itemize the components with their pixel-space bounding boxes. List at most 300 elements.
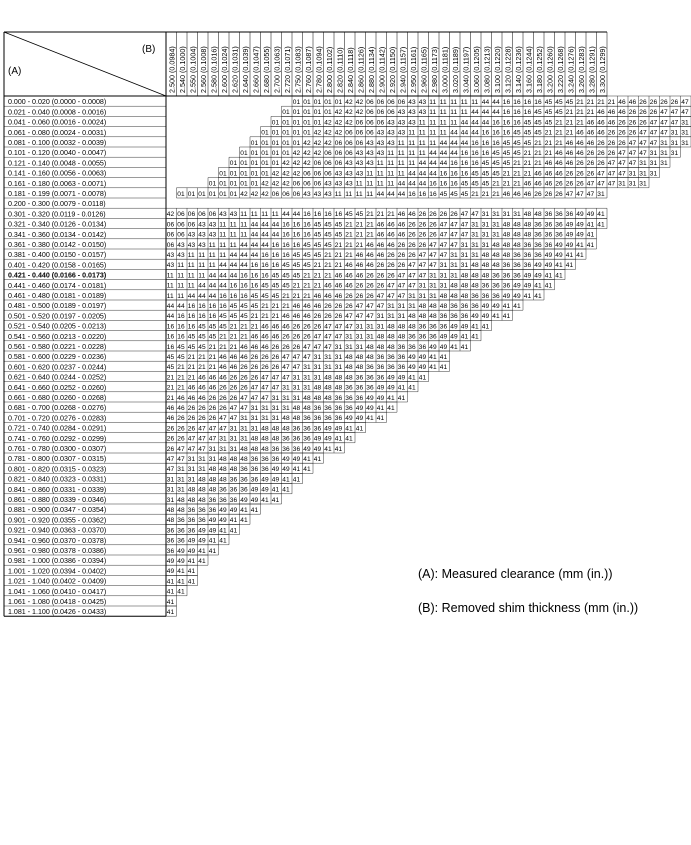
- shim-cell: 46: [502, 190, 511, 198]
- shim-cell: 44: [198, 292, 206, 300]
- shim-cell: 48: [481, 262, 490, 270]
- shim-cell: 26: [187, 425, 196, 433]
- shim-cell: 46: [555, 150, 563, 157]
- shim-cell: 11: [187, 252, 195, 259]
- shim-cell: 45: [523, 119, 532, 127]
- shim-cell: 36: [198, 507, 206, 514]
- shim-cell: 31: [271, 415, 280, 423]
- shim-cell: 47: [271, 384, 280, 392]
- shim-cell: 36: [460, 313, 469, 321]
- shim-cell: 26: [670, 99, 679, 106]
- column-header: 2.960 (0.1165): [419, 46, 429, 93]
- shim-cell: 21: [187, 374, 196, 382]
- shim-cell: 47: [607, 160, 616, 168]
- shim-cell: 26: [429, 211, 437, 219]
- shim-cell: 31: [187, 476, 196, 484]
- legend-measured-clearance: (A): Measured clearance (mm (in.)): [418, 567, 613, 581]
- shim-cell: 49: [250, 486, 259, 494]
- shim-cell: 36: [324, 415, 332, 423]
- shim-cell: 45: [502, 160, 511, 168]
- shim-cell: 43: [208, 221, 217, 229]
- shim-cell: 01: [240, 170, 248, 178]
- shim-cell: 44: [450, 150, 458, 157]
- shim-cell: 49: [177, 558, 185, 565]
- shim-cell: 47: [618, 160, 626, 168]
- shim-cell: 31: [355, 333, 364, 341]
- shim-cell: 16: [324, 211, 332, 219]
- shim-cell: 47: [607, 170, 616, 178]
- shim-cell: 45: [492, 170, 500, 178]
- shim-cell: 01: [282, 129, 290, 137]
- shim-cell: 47: [334, 323, 343, 331]
- shim-cell: 31: [460, 252, 469, 259]
- shim-cell: 21: [219, 333, 227, 341]
- shim-cell: 49: [523, 272, 532, 280]
- shim-cell: 31: [240, 415, 248, 423]
- shim-cell: 21: [607, 99, 616, 106]
- shim-cell: 47: [282, 374, 290, 382]
- shim-cell: 46: [261, 343, 269, 351]
- shim-cell: 44: [219, 262, 227, 270]
- shim-cell: 45: [198, 333, 206, 341]
- shim-cell: 01: [261, 129, 269, 137]
- column-header: 2.550 (0.1004): [188, 46, 198, 93]
- shim-cell: 31: [166, 496, 175, 504]
- shim-cell: 01: [198, 190, 206, 198]
- shim-cell: 31: [187, 466, 196, 474]
- shim-cell: 47: [345, 313, 353, 321]
- shim-cell: 31: [660, 139, 668, 147]
- shim-cell: 11: [418, 139, 426, 147]
- shim-cell: 41: [250, 507, 259, 514]
- shim-cell: 45: [555, 109, 563, 117]
- shim-cell: 48: [345, 354, 353, 361]
- shim-cell: 45: [313, 252, 322, 259]
- column-header: 2.700 (0.1063): [272, 46, 282, 93]
- shim-cell: 26: [166, 425, 175, 433]
- shim-cell: 47: [229, 405, 238, 412]
- shim-cell: 36: [544, 241, 553, 249]
- shim-cell: 31: [460, 262, 469, 270]
- shim-cell: 36: [229, 476, 238, 484]
- shim-cell: 16: [166, 333, 175, 341]
- shim-cell: 45: [303, 262, 311, 270]
- shim-cell: 16: [408, 190, 416, 198]
- shim-cell: 16: [523, 109, 532, 117]
- shim-cell: 49: [198, 527, 206, 535]
- shim-cell: 43: [376, 150, 385, 157]
- shim-cell: 26: [607, 150, 616, 157]
- shim-cell: 49: [271, 466, 280, 474]
- row-label: 0.161 - 0.180 (0.0063 - 0.0071): [8, 179, 107, 188]
- shim-cell: 31: [166, 476, 175, 484]
- shim-cell: 21: [523, 150, 532, 157]
- shim-cell: 46: [313, 292, 322, 300]
- column-header: 3.200 (0.1260): [545, 46, 555, 93]
- shim-cell: 26: [261, 364, 269, 372]
- shim-cell: 41: [240, 517, 248, 525]
- shim-cell: 46: [271, 323, 280, 331]
- shim-cell: 46: [177, 405, 185, 412]
- shim-cell: 26: [345, 303, 353, 310]
- shim-cell: 21: [502, 170, 511, 178]
- shim-cell: 36: [492, 282, 500, 290]
- shim-cell: 41: [429, 364, 437, 372]
- shim-cell: 26: [387, 272, 395, 280]
- shim-cell: 31: [492, 211, 500, 219]
- shim-cell: 48: [492, 241, 500, 249]
- shim-cell: 06: [366, 99, 374, 106]
- shim-cell: 16: [303, 221, 311, 229]
- shim-cell: 21: [166, 374, 175, 382]
- shim-cell: 48: [208, 466, 217, 474]
- shim-cell: 26: [639, 109, 647, 117]
- shim-cell: 45: [313, 231, 322, 239]
- shim-cell: 21: [261, 313, 269, 321]
- shim-cell: 36: [523, 262, 532, 270]
- row-label: 0.141 - 0.160 (0.0056 - 0.0063): [8, 169, 107, 178]
- shim-cell: 43: [198, 221, 206, 229]
- shim-cell: 01: [292, 119, 301, 127]
- shim-cell: 11: [376, 170, 384, 178]
- shim-cell: 31: [681, 119, 689, 127]
- shim-cell: 16: [282, 252, 290, 259]
- shim-cell: 48: [397, 323, 406, 331]
- column-header: 2.640 (0.1039): [240, 46, 250, 93]
- shim-cell: 44: [292, 211, 301, 219]
- shim-cell: 36: [229, 486, 238, 494]
- shim-cell: 44: [481, 119, 490, 127]
- shim-cell: 49: [586, 211, 595, 219]
- shim-cell: 31: [303, 374, 311, 382]
- shim-cell: 46: [523, 180, 532, 188]
- shim-cell: 31: [250, 415, 259, 423]
- shim-cell: 49: [313, 435, 322, 443]
- shim-cell: 11: [471, 99, 479, 106]
- shim-cell: 26: [544, 190, 553, 198]
- shim-cell: 49: [198, 537, 206, 545]
- shim-cell: 47: [639, 139, 647, 147]
- shim-cell: 36: [313, 405, 322, 412]
- shim-cell: 46: [544, 180, 553, 188]
- shim-cell: 45: [544, 119, 553, 127]
- shim-cell: 31: [219, 445, 227, 453]
- shim-cell: 16: [513, 119, 521, 127]
- shim-cell: 36: [187, 517, 196, 525]
- shim-cell: 26: [229, 384, 238, 392]
- shim-cell: 31: [292, 384, 301, 392]
- shim-cell: 49: [429, 343, 437, 351]
- shim-cell: 31: [660, 150, 668, 157]
- shim-cell: 43: [198, 231, 206, 239]
- shim-cell: 36: [376, 354, 385, 361]
- shim-cell: 47: [618, 170, 626, 178]
- shim-cell: 01: [208, 180, 217, 188]
- shim-cell: 44: [229, 252, 238, 259]
- shim-cell: 46: [208, 384, 217, 392]
- shim-cell: 44: [418, 170, 427, 178]
- shim-cell: 48: [313, 384, 322, 392]
- shim-cell: 44: [271, 221, 280, 229]
- shim-cell: 43: [355, 170, 364, 178]
- shim-cell: 31: [628, 180, 637, 188]
- shim-cell: 36: [418, 333, 427, 341]
- shim-cell: 43: [408, 99, 416, 106]
- shim-cell: 06: [177, 221, 185, 229]
- shim-cell: 44: [429, 160, 437, 168]
- shim-cell: 43: [229, 211, 238, 219]
- shim-cell: 11: [418, 119, 426, 127]
- shim-cell: 46: [250, 343, 259, 351]
- shim-cell: 36: [250, 476, 259, 484]
- shim-cell: 46: [324, 292, 332, 300]
- shim-cell: 48: [345, 364, 353, 372]
- shim-cell: 21: [534, 150, 542, 157]
- shim-cell: 31: [303, 384, 311, 392]
- shim-cell: 06: [166, 231, 175, 239]
- shim-cell: 11: [198, 252, 206, 259]
- shim-cell: 47: [208, 425, 217, 433]
- shim-cell: 44: [460, 139, 469, 147]
- shim-cell: 48: [313, 394, 322, 402]
- shim-cell: 47: [292, 354, 301, 361]
- row-label: 0.361 - 0.380 (0.0142 - 0.0150): [8, 241, 107, 249]
- shim-cell: 47: [177, 456, 185, 463]
- shim-cell: 41: [418, 374, 427, 382]
- shim-cell: 46: [198, 374, 206, 382]
- shim-cell: 49: [418, 364, 427, 372]
- shim-cell: 43: [366, 160, 374, 168]
- shim-cell: 45: [250, 292, 259, 300]
- shim-cell: 48: [460, 292, 469, 300]
- shim-cell: 26: [219, 394, 227, 402]
- shim-cell: 36: [429, 323, 437, 331]
- shim-cell: 47: [670, 109, 679, 117]
- shim-cell: 36: [334, 415, 343, 423]
- shim-cell: 31: [271, 405, 280, 412]
- shim-cell: 31: [429, 272, 437, 280]
- shim-cell: 01: [282, 139, 290, 147]
- shim-cell: 47: [177, 445, 185, 453]
- shim-cell: 47: [450, 221, 458, 229]
- shim-cell: 16: [198, 303, 206, 310]
- row-label: 1.001 - 1.020 (0.0394 - 0.0402): [8, 567, 107, 576]
- column-header: 3.100 (0.1220): [492, 46, 502, 93]
- shim-cell: 41: [471, 333, 479, 341]
- shim-cell: 41: [387, 394, 395, 402]
- column-header: 2.760 (0.1087): [303, 46, 313, 93]
- shim-cell: 11: [198, 272, 206, 280]
- shim-cell: 31: [597, 190, 605, 198]
- shim-cell: 45: [534, 129, 542, 137]
- shim-cell: 45: [198, 323, 206, 331]
- shim-cell: 48: [187, 496, 196, 504]
- shim-cell: 31: [408, 292, 416, 300]
- shim-cell: 21: [229, 323, 238, 331]
- shim-cell: 31: [261, 415, 269, 423]
- shim-cell: 06: [366, 119, 374, 127]
- shim-cell: 49: [565, 221, 574, 229]
- shim-cell: 44: [187, 292, 196, 300]
- shim-cell: 21: [219, 343, 227, 351]
- shim-cell: 48: [450, 292, 458, 300]
- shim-cell: 44: [450, 129, 458, 137]
- shim-cell: 16: [334, 211, 343, 219]
- shim-cell: 11: [366, 180, 374, 188]
- shim-cell: 21: [555, 139, 563, 147]
- shim-cell: 46: [408, 211, 416, 219]
- shim-cell: 41: [534, 292, 542, 300]
- shim-cell: 31: [471, 252, 479, 259]
- shim-cell: 41: [544, 272, 553, 280]
- shim-cell: 06: [334, 160, 343, 168]
- shim-cell: 41: [471, 323, 479, 331]
- shim-cell: 26: [660, 99, 668, 106]
- shim-cell: 44: [261, 241, 269, 249]
- shim-cell: 06: [303, 170, 311, 178]
- shim-cell: 41: [460, 343, 469, 351]
- shim-cell: 43: [345, 160, 353, 168]
- shim-cell: 16: [282, 241, 290, 249]
- shim-cell: 46: [586, 139, 595, 147]
- row-label: 0.821 - 0.840 (0.0323 - 0.0331): [8, 475, 107, 484]
- shim-cell: 41: [292, 466, 301, 474]
- shim-cell: 44: [408, 180, 416, 188]
- shim-cell: 36: [219, 486, 227, 494]
- shim-cell: 49: [208, 517, 217, 525]
- shim-cell: 46: [282, 323, 290, 331]
- shim-cell: 31: [513, 211, 521, 219]
- row-label: 0.601 - 0.620 (0.0237 - 0.0244): [8, 363, 107, 372]
- shim-cell: 49: [565, 241, 574, 249]
- shim-cell: 48: [502, 231, 511, 239]
- shim-cell: 44: [240, 252, 248, 259]
- shim-cell: 31: [429, 282, 437, 290]
- shim-cell: 49: [523, 282, 532, 290]
- shim-cell: 48: [376, 343, 385, 351]
- shim-cell: 48: [534, 211, 542, 219]
- shim-cell: 41: [345, 435, 353, 443]
- shim-cell: 21: [345, 241, 353, 249]
- shim-cell: 48: [366, 343, 374, 351]
- shim-cell: 06: [324, 160, 332, 168]
- shim-cell: 46: [618, 109, 626, 117]
- shim-cell: 11: [240, 221, 248, 229]
- shim-cell: 26: [376, 262, 385, 270]
- shim-cell: 36: [408, 333, 416, 341]
- shim-cell: 46: [597, 129, 605, 137]
- shim-cell: 47: [408, 262, 416, 270]
- shim-cell: 46: [219, 374, 227, 382]
- shim-cell: 21: [544, 129, 553, 137]
- shim-cell: 11: [166, 282, 174, 290]
- row-label: 0.441 - 0.460 (0.0174 - 0.0181): [8, 281, 107, 290]
- column-header: 2.660 (0.1047): [251, 46, 261, 93]
- shim-cell: 26: [429, 231, 437, 239]
- shim-cell: 43: [313, 190, 322, 198]
- shim-cell: 11: [418, 150, 426, 157]
- shim-cell: 36: [177, 527, 185, 535]
- corner-label-a: (A): [8, 66, 22, 77]
- shim-cell: 21: [177, 384, 185, 392]
- shim-cell: 45: [555, 99, 563, 106]
- shim-cell: 41: [534, 282, 542, 290]
- shim-cell: 06: [387, 109, 395, 117]
- shim-cell: 48: [418, 303, 427, 310]
- shim-cell: 01: [271, 139, 280, 147]
- shim-cell: 48: [523, 231, 532, 239]
- shim-cell: 36: [166, 547, 175, 555]
- shim-cell: 26: [187, 405, 196, 412]
- shim-cell: 01: [303, 99, 311, 106]
- shim-cell: 31: [418, 282, 427, 290]
- shim-cell: 31: [660, 160, 668, 168]
- shim-cell: 26: [240, 364, 248, 372]
- shim-cell: 26: [639, 119, 647, 127]
- shim-cell: 41: [439, 354, 448, 361]
- row-label: 0.461 - 0.480 (0.0181 - 0.0189): [8, 292, 107, 300]
- shim-cell: 06: [292, 190, 301, 198]
- shim-cell: 49: [240, 496, 248, 504]
- shim-cell: 47: [198, 445, 206, 453]
- shim-cell: 26: [565, 180, 574, 188]
- shim-cell: 44: [229, 262, 238, 270]
- row-label: 0.401 - 0.420 (0.0158 - 0.0165): [8, 261, 107, 270]
- shim-cell: 41: [271, 496, 280, 504]
- shim-cell: 36: [555, 231, 563, 239]
- shim-cell: 44: [376, 190, 385, 198]
- shim-cell: 49: [534, 262, 542, 270]
- shim-cell: 46: [397, 231, 406, 239]
- shim-cell: 41: [187, 578, 196, 586]
- shim-cell: 48: [492, 252, 500, 259]
- shim-cell: 21: [492, 190, 500, 198]
- shim-cell: 46: [607, 109, 616, 117]
- shim-cell: 46: [544, 170, 553, 178]
- shim-cell: 47: [208, 435, 217, 443]
- shim-cell: 47: [198, 435, 206, 443]
- shim-cell: 41: [387, 405, 395, 412]
- shim-cell: 41: [166, 578, 175, 586]
- shim-cell: 47: [628, 139, 637, 147]
- shim-cell: 36: [208, 507, 217, 514]
- shim-cell: 36: [250, 466, 259, 474]
- shim-cell: 21: [292, 292, 301, 300]
- shim-cell: 21: [565, 109, 574, 117]
- shim-cell: 48: [471, 262, 479, 270]
- shim-cell: 41: [177, 568, 185, 576]
- shim-cell: 01: [261, 139, 269, 147]
- corner-label-b: (B): [142, 44, 156, 55]
- shim-cell: 46: [355, 272, 364, 280]
- shim-cell: 48: [471, 272, 479, 280]
- shim-cell: 06: [366, 129, 374, 137]
- shim-cell: 44: [460, 119, 469, 127]
- shim-cell: 21: [282, 292, 290, 300]
- shim-cell: 46: [576, 129, 584, 137]
- shim-cell: 36: [313, 415, 322, 423]
- shim-cell: 16: [240, 282, 248, 290]
- shim-cell: 06: [376, 99, 385, 106]
- shim-cell: 11: [450, 109, 458, 117]
- shim-cell: 36: [555, 221, 563, 229]
- shim-cell: 11: [408, 139, 416, 147]
- shim-cell: 11: [240, 211, 248, 219]
- shim-cell: 11: [397, 170, 405, 178]
- shim-cell: 42: [292, 160, 301, 168]
- shim-cell: 42: [271, 170, 280, 178]
- shim-cell: 11: [366, 190, 374, 198]
